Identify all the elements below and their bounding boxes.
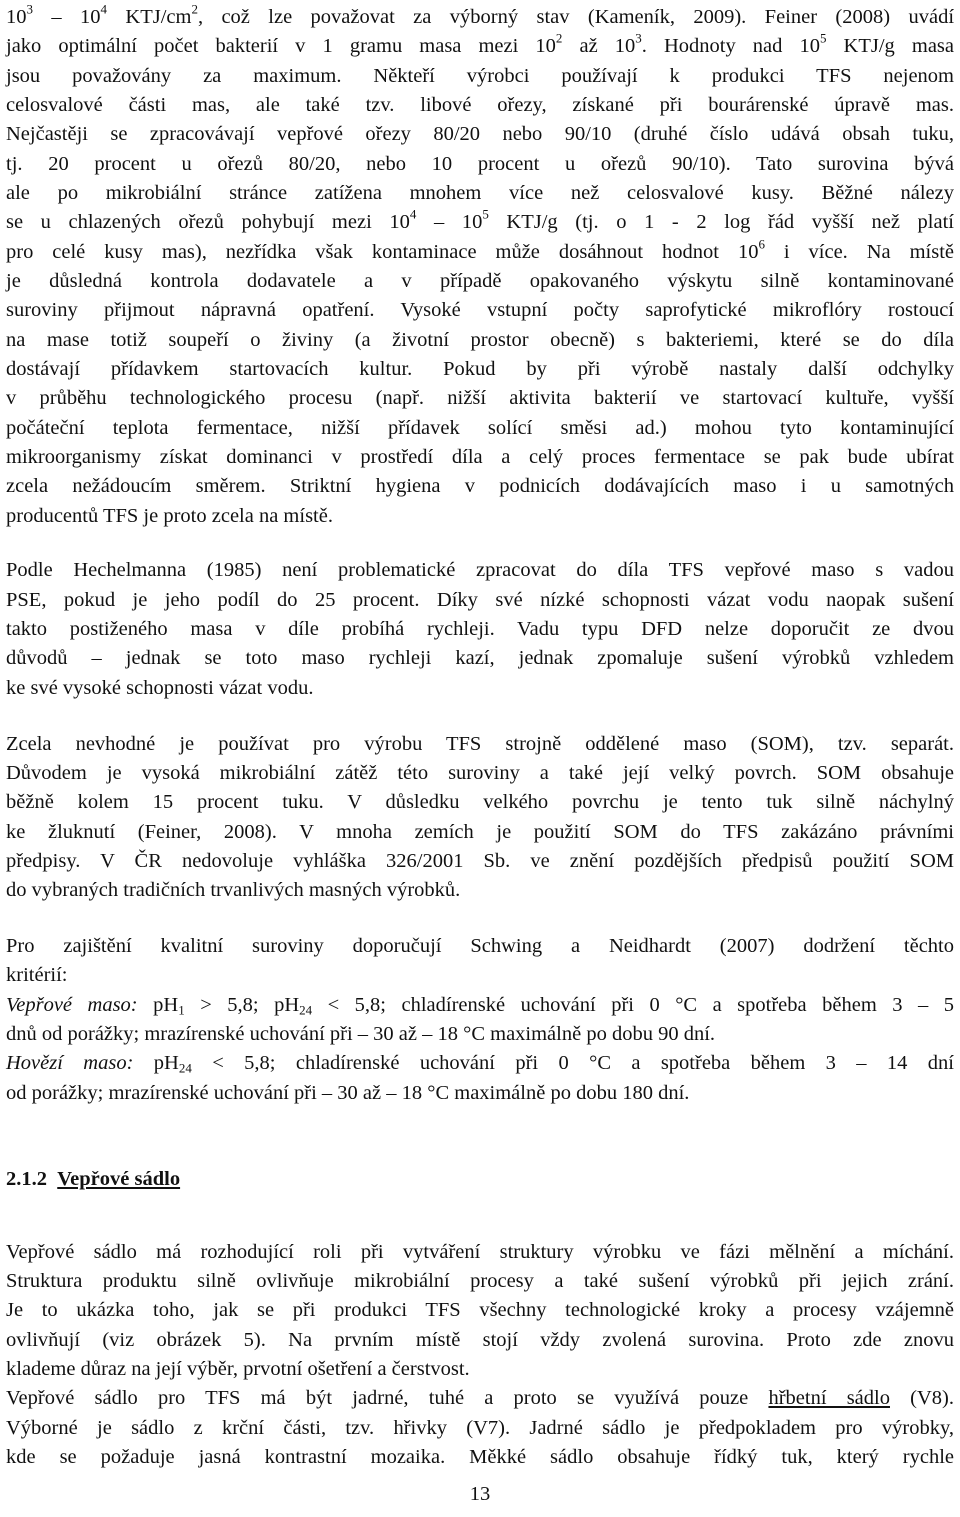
text-line: kritérií: [6,964,68,986]
text-line: producentů TFS je proto zcela na místě. [6,505,333,527]
text-line: počáteční teplota fermentace, nižší přídavek solící směsi ad.) mohou tyto kontaminující [6,417,954,439]
text-line: klademe důraz na její výběr, prvotní ošetření a čerstvost. [6,1358,470,1380]
text-line: běžně kolem 15 procent tuku. V důsledku velkého povrchu je tento tuk silně náchylný [6,791,954,813]
text-line: Pro zajištění kvalitní suroviny doporučují Schwing a Neidhardt (2007) dodržení těchto [6,935,954,957]
text-line: Hovězí maso: $pH_{24} < 5,8$; chladírenské uchování při 0 °C a spotřeba během 3 – 14 dní [6,1052,954,1076]
section-heading [6,1165,954,1194]
text-line: takto postiženého masa v díle probíhá rychleji. Vadu typu DFD nelze doporučit ze dvou [6,618,954,640]
text-line: Struktura produktu silně ovlivňuje mikrobiální procesy a také sušení výrobků při jejich zrání. [6,1270,954,1292]
text-line: Zcela nevhodné je používat pro výrobu TFS strojně oddělené maso (SOM), tzv. separát. [6,733,954,755]
text-line: je důsledná kontrola dodavatele a v případě opakovaného výskytu silně kontaminované [6,270,954,292]
text-line: předpisy. V ČR nedovoluje vyhláška 326/2001 Sb. ve znění pozdějších předpisů použití SOM [6,850,954,872]
text-line: Důvodem je vysoká mikrobiální zátěž této suroviny a také její velký povrch. SOM obsahuje [6,762,954,784]
text-line: suroviny přijmout nápravná opatření. Vysoké vstupní počty saprofytické mikroflóry rostoucí [6,299,954,321]
text-line: ovlivňují (viz obrázek 5). Na prvním místě stojí vždy zvolená surovina. Proto zde znovu [6,1329,954,1351]
text-line: se u chlazených ořezů pohybují mezi $10^4 - 10^5$ KTJ/g (tj. o 1 - 2 log řád vyšší než platí [6,206,954,233]
text-line: ke žluknutí (Feiner, 2008). V mnoha zemích je použití SOM do TFS zakázáno právními [6,821,954,843]
text-line: na mase totiž soupeří o živiny (a životní prostor obecně) s bakteriemi, které se do díla [6,329,954,351]
underlined-term: hřbetní sádlo [768,1387,890,1409]
text-line: do vybraných tradičních trvanlivých masných výrobků. [6,879,461,901]
text-line: celosvalové části mas, ale také tzv. libové ořezy, získané při bourárenské úpravě mas. [6,94,954,116]
text-line: jako optimální počet bakterií v 1 gramu masa mezi $10^2$ až $10^3$. Hodnoty nad $10^5$ KTJ/g masa [6,30,954,57]
text-line: Vepřové maso: $pH_1 > 5,8$; $pH_{24} < 5,8$; chladírenské uchování při 0 °C a spotřeba během 3 – 5 [6,994,955,1018]
text-line: Výborné je sádlo z krční části, tzv. hřivky (V7). Jadrné sádlo je předpokladem pro výrobky, [6,1417,954,1439]
text-line: Nejčastěji se zpracovávají vepřové ořezy 80/20 nebo 90/10 (druhé číslo udává obsah tuku, [6,123,954,145]
text-line: dostávají přídavkem startovacích kultur. Pokud by při výrobě nastaly další odchylky [6,358,954,380]
text-line: ale po mikrobiální stránce zatížena mnohem více než celosvalové kusy. Běžné nálezy [6,182,954,204]
text-line: jsou považovány za maximum. Někteří výrobci používají k produkci TFS nejenom [6,65,954,87]
text-line: mikroorganismy získat dominanci v prostředí díla a celý proces fermentace se pak bude ubírat [6,446,954,468]
section-title: Vepřové sádlo [57,1168,181,1190]
text-line: důvodů – jednak se toto maso rychleji kazí, jednak zpomaluje sušení výrobků vzhledem [6,647,954,669]
section-number: 2.1.2 [6,1168,47,1190]
text-line: ke své vysoké schopnosti vázat vodu. [6,677,314,699]
text-line: Podle Hechelmanna (1985) není problematické zpracovat do díla TFS vepřové maso s vadou [6,559,954,581]
text-line: Vepřové sádlo má rozhodující roli při vytváření struktury výrobku ve fázi mělnění a míchání. [6,1241,954,1263]
text-line: pro celé kusy mas), nezřídka však kontaminace může dosáhnout hodnot $10^6$ i více. Na místě [6,236,955,263]
text-line: $10^3 - 10^4$ KTJ/$cm^2$, což lze považovat za výborný stav (Kameník, 2009). Feiner (2008) uvádí [6,1,955,28]
page-number: 13 [469,1483,491,1505]
text-line: Je to ukázka toho, jak se při produkci TFS všechny technologické kroky a procesy vzájemně [6,1299,954,1321]
text-line: v průběhu technologického procesu (např. nižší aktivita bakterií ve startovací kultuře, vyšší [6,387,954,409]
text-line: tj. 20 procent u ořezů 80/20, nebo 10 procent u ořezů 90/10). Tato surovina bývá [6,153,954,175]
text-line: kde se požaduje jasná kontrastní mozaika. Měkké sádlo obsahuje řídký tuk, který rychle [6,1446,954,1468]
text-line: dnů od porážky; mrazírenské uchování při – 30 až – 18 °C maximálně po dobu 90 dní. [6,1023,716,1045]
text-line: od porážky; mrazírenské uchování při – 30 až – 18 °C maximálně po dobu 180 dní. [6,1082,690,1104]
text-line: PSE, pokud je jeho podíl do 25 procent. Díky své nízké schopnosti vázat vodu naopak sušení [6,589,954,611]
text-line: zcela nežádoucím směrem. Striktní hygiena v podnicích dodávajících maso i u samotných [6,475,954,497]
text-line: Vepřové sádlo pro TFS má být jadrné, tuhé a proto se využívá pouze hřbetní sádlo (V8). [6,1387,955,1409]
